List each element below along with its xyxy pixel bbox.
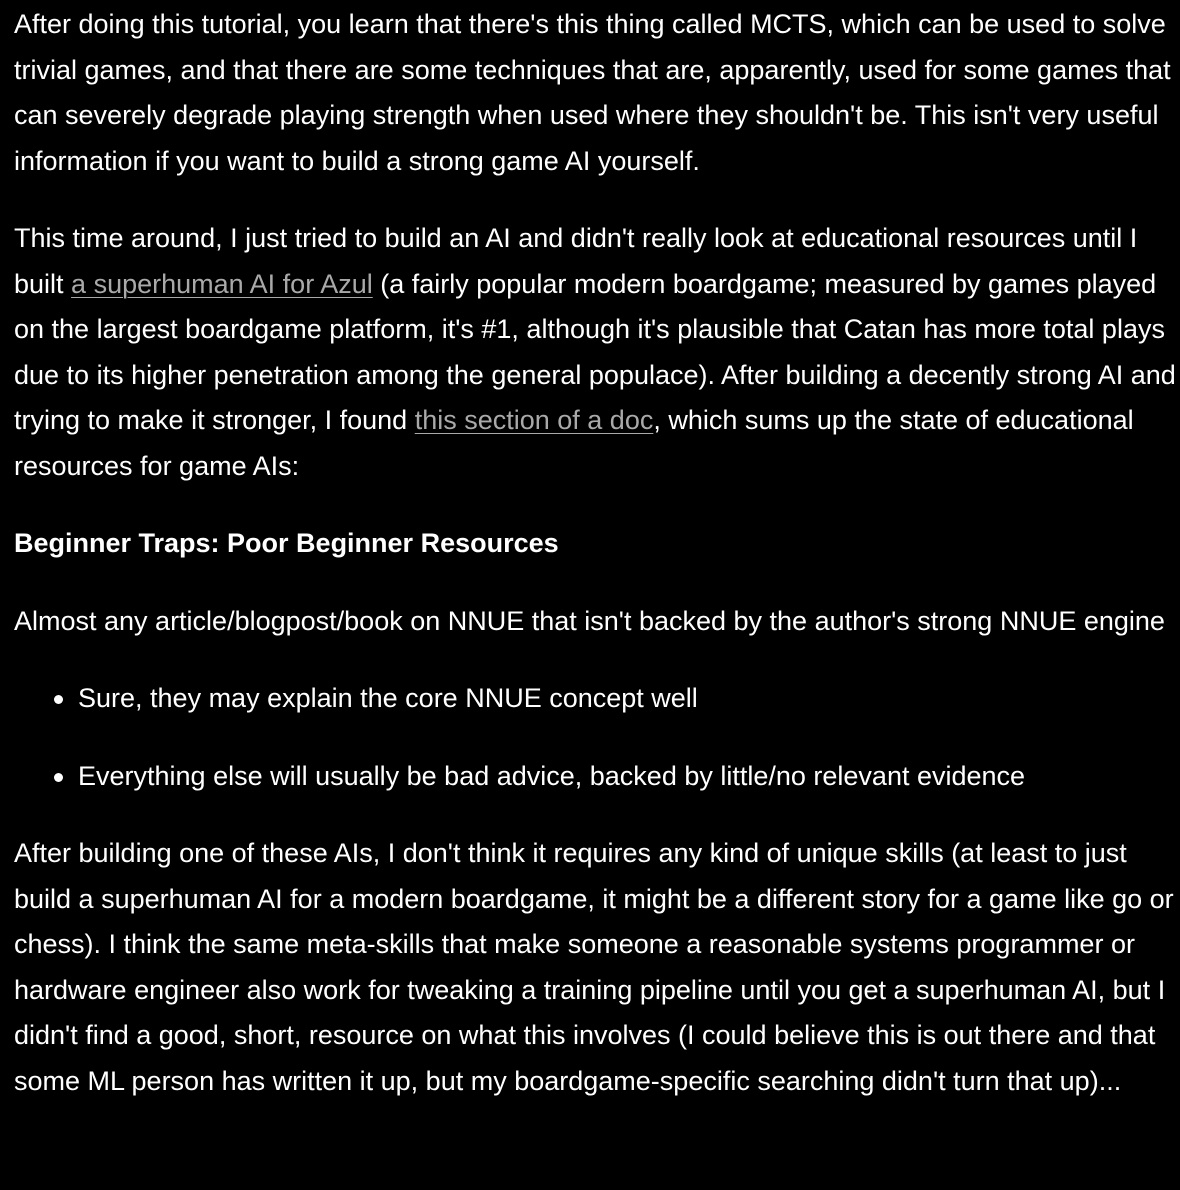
paragraph-azul-ai <box>14 216 1180 489</box>
paragraph-text: , which sums up the state of educational resources for game AIs: <box>14 405 1134 481</box>
bullet-dot-icon <box>54 773 63 782</box>
bullet-list <box>14 676 1180 799</box>
paragraph-text: (a fairly popular modern boardgame; measured by games played on the largest boardgame platform, it's #1, although it's plausible that Catan has more total plays due to its higher penetration among the general populace). After building a decently strong AI and trying to make it stronger, I found <box>14 268 1176 435</box>
link-doc-section[interactable]: this section of a doc <box>414 405 654 435</box>
list-item-text: Sure, they may explain the core NNUE concept well <box>78 683 698 713</box>
paragraph-nnue: Almost any article/blogpost/book on NNUE that isn't backed by the author's strong NNUE engine <box>14 605 1165 636</box>
bullet-dot-icon <box>54 695 63 704</box>
section-heading: Beginner Traps: Poor Beginner Resources <box>14 528 559 558</box>
paragraph-mcts-tutorial: After doing this tutorial, you learn that there's this thing called MCTS, which can be used to solve trivial games, and that there are some techniques that are, apparently, used for some games that can severely degrade playing strength when used where they shouldn't be. This isn't very useful information if you want to build a strong game AI yourself. <box>14 9 1171 176</box>
list-item-text: Everything else will usually be bad advice, backed by little/no relevant evidence <box>78 760 1026 791</box>
link-superhuman-ai-azul[interactable]: a superhuman AI for Azul <box>71 268 373 299</box>
list-item <box>78 676 1180 722</box>
paragraph-text: This time around, I just tried to build an AI and didn't really look at educational resources until I built <box>14 223 1138 299</box>
paragraph-meta-skills: After building one of these AIs, I don't think it requires any kind of unique skills (at least to just build a superhuman AI for a modern boardgame, it might be a different story for a game like go or chess). I think the same meta-skills that make someone a reasonable systems programmer or hardware engineer also work for tweaking a training pipeline until you get a superhuman AI, but I didn't find a good, short, resource on what this involves (I could believe this is out there and that some ML person has written it up, but my boardgame-specific searching didn't turn that up)... <box>14 838 1174 1096</box>
list-item <box>78 754 1180 800</box>
article-body <box>14 2 1180 1104</box>
